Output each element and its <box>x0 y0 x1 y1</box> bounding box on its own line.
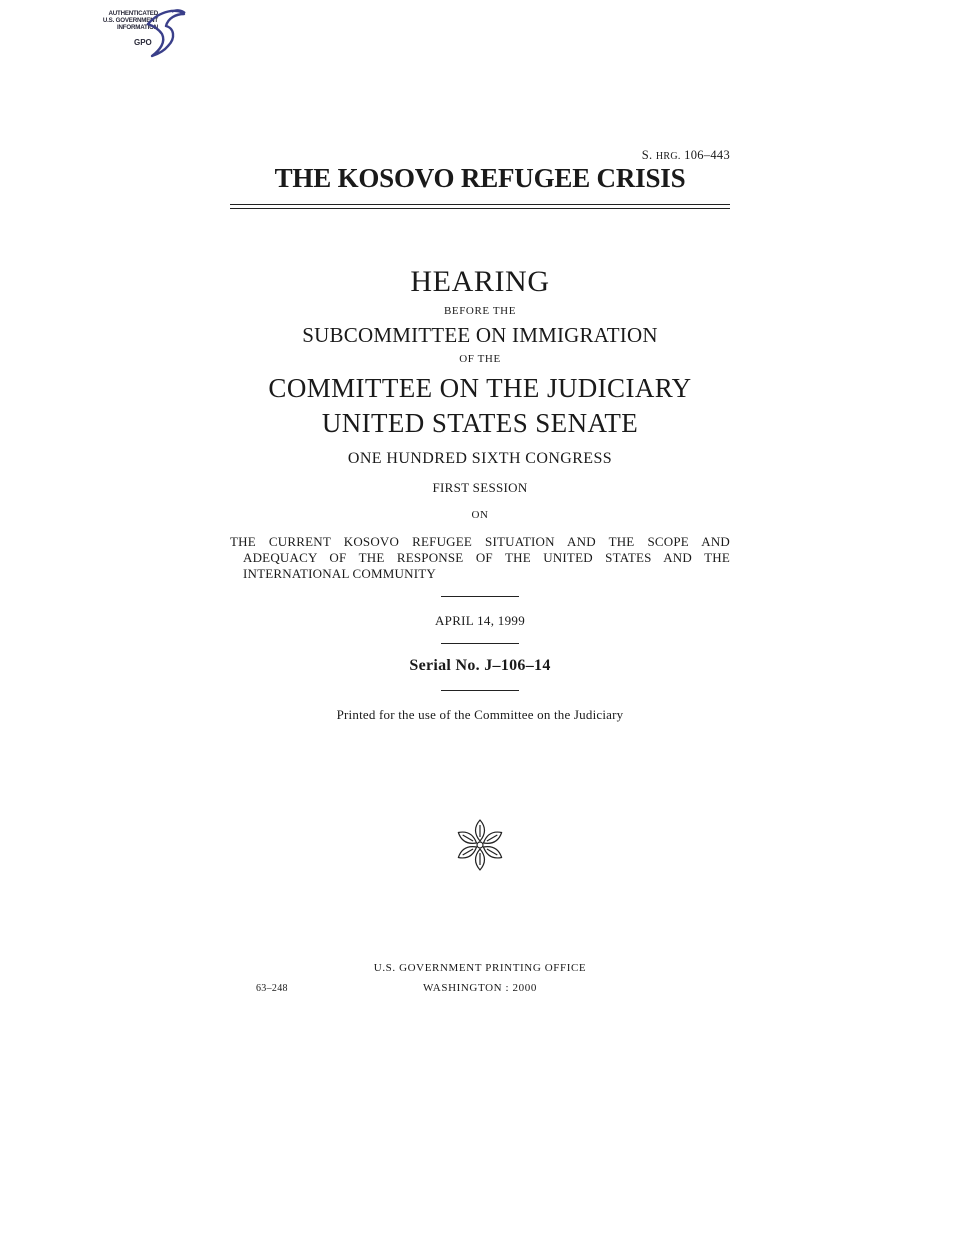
hearing-heading: HEARING <box>410 265 550 298</box>
on-label: ON <box>471 509 489 521</box>
printed-for-note: Printed for the use of the Committee on the Judiciary <box>336 707 624 722</box>
document-title: THE KOSOVO REFUGEE CRISIS <box>274 163 686 193</box>
hearing-subject: THE CURRENT KOSOVO REFUGEE SITUATION AND THE SCOPE AND ADEQUACY OF THE RESPONSE OF THE UNITED STATES AND THE INTERNATIONAL COMMUNITY <box>230 534 730 581</box>
title-rule-top <box>230 204 730 205</box>
seal-gpo-mark: GPO <box>134 38 152 47</box>
hearing-number-prefix: S. <box>641 148 656 162</box>
separator-rule-2 <box>441 643 519 644</box>
subcommittee-name: SUBCOMMITTEE ON IMMIGRATION <box>302 323 658 347</box>
hearing-number-value: 106–443 <box>680 148 730 162</box>
eagle-icon <box>138 6 188 58</box>
committee-name: COMMITTEE ON THE JUDICIARY <box>268 373 692 403</box>
seal-line-2: U.S. GOVERNMENT <box>102 17 158 24</box>
of-the-label: OF THE <box>459 353 501 365</box>
printing-office-name: U.S. GOVERNMENT PRINTING OFFICE <box>373 962 587 974</box>
seal-line-3: INFORMATION <box>117 24 158 31</box>
senate-name: UNITED STATES SENATE <box>321 408 639 438</box>
hearing-date: APRIL 14, 1999 <box>434 613 526 628</box>
separator-rule-3 <box>441 690 519 691</box>
title-rule-bottom <box>230 208 730 209</box>
hearing-number-hrg: HRG. <box>655 151 681 162</box>
gpo-authentication-seal <box>78 6 188 58</box>
congress-label: ONE HUNDRED SIXTH CONGRESS <box>347 450 613 467</box>
printing-location-year: WASHINGTON : 2000 <box>423 982 537 994</box>
serial-number: Serial No. J–106–14 <box>409 657 551 674</box>
before-the-label: BEFORE THE <box>443 305 517 317</box>
separator-rule-1 <box>441 596 519 597</box>
job-number: 63–248 <box>256 983 288 994</box>
session-label: FIRST SESSION <box>432 480 528 495</box>
seal-line-1: AUTHENTICATED <box>108 10 158 17</box>
printers-flower-ornament-icon <box>452 817 508 873</box>
hearing-number <box>600 148 730 163</box>
